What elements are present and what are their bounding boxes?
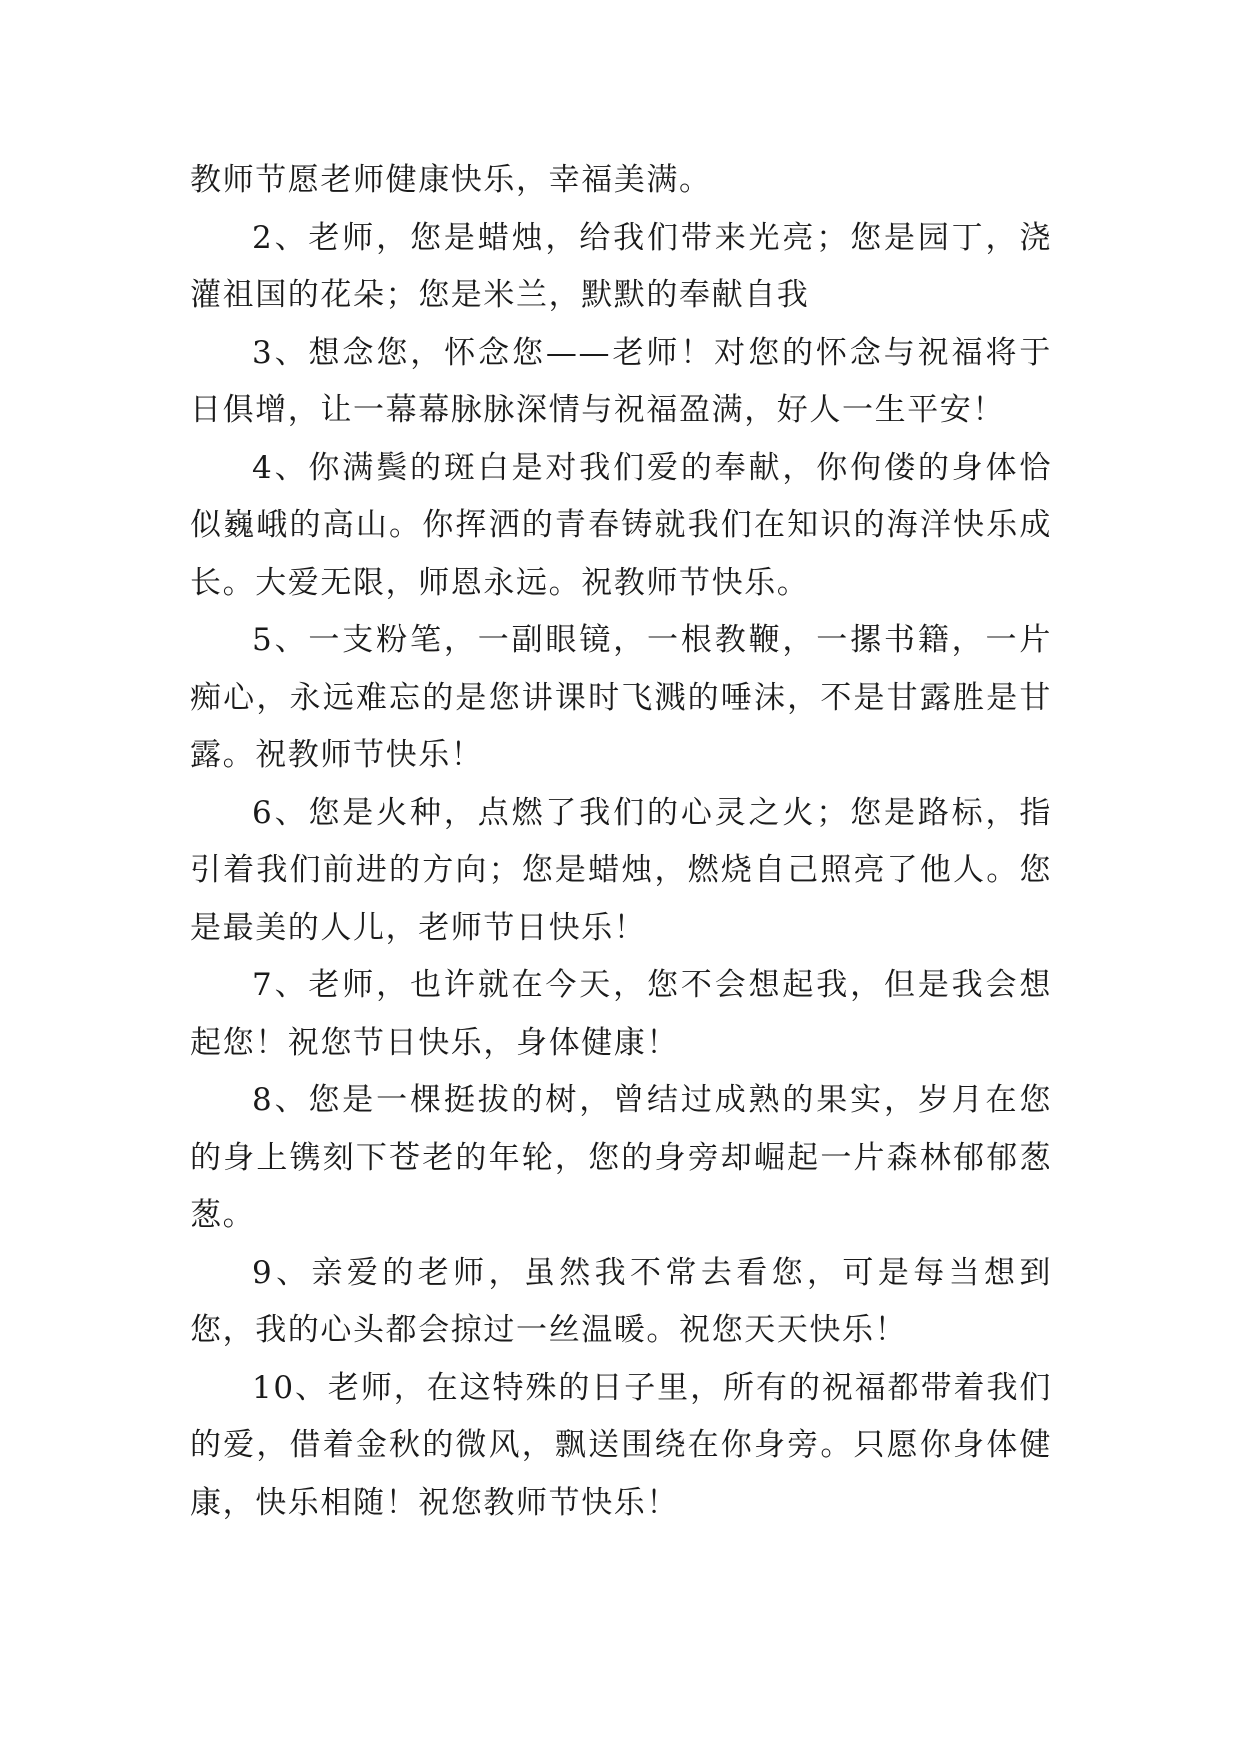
paragraph-3: 4、你满鬓的斑白是对我们爱的奉献，你佝偻的身体恰似巍峨的高山。你挥洒的青春铸就我们在知识的海洋快乐成长。大爱无限，师恩永远。祝教师节快乐。	[190, 449, 1052, 601]
paragraph-5: 6、您是火种，点燃了我们的心灵之火；您是路标，指引着我们前进的方向；您是蜡烛，燃烧自己照亮了他人。您是最美的人儿，老师节日快乐！	[190, 794, 1052, 946]
paragraph-8: 9、亲爱的老师，虽然我不常去看您，可是每当想到您，我的心头都会掠过一丝温暖。祝您天天快乐！	[190, 1254, 1052, 1348]
paragraph-0: 教师节愿老师健康快乐，幸福美满。	[190, 162, 712, 198]
paragraph-7: 8、您是一棵挺拔的树，曾结过成熟的果实，岁月在您的身上镌刻下苍老的年轮，您的身旁却崛起一片森林郁郁葱葱。	[190, 1082, 1052, 1233]
paragraph-6: 7、老师，也许就在今天，您不会想起我，但是我会想起您！祝您节日快乐，身体健康！	[190, 967, 1052, 1061]
paragraph-4: 5、一支粉笔，一副眼镜，一根教鞭，一摞书籍，一片痴心，永远难忘的是您讲课时飞溅的唾沫，不是甘露胜是甘露。祝教师节快乐！	[190, 622, 1052, 773]
paragraph-1: 2、老师，您是蜡烛，给我们带来光亮；您是园丁，浇灌祖国的花朵；您是米兰，默默的奉献自我	[190, 219, 1052, 313]
paragraph-9: 10、老师，在这特殊的日子里，所有的祝福都带着我们的爱，借着金秋的微风，飘送围绕在你身旁。只愿你身体健康，快乐相随！祝您教师节快乐！	[190, 1369, 1052, 1521]
document-body	[190, 152, 1052, 1532]
paragraph-2: 3、想念您，怀念您——老师！对您的怀念与祝福将于日俱增，让一幕幕脉脉深情与祝福盈满，好人一生平安！	[190, 334, 1052, 428]
